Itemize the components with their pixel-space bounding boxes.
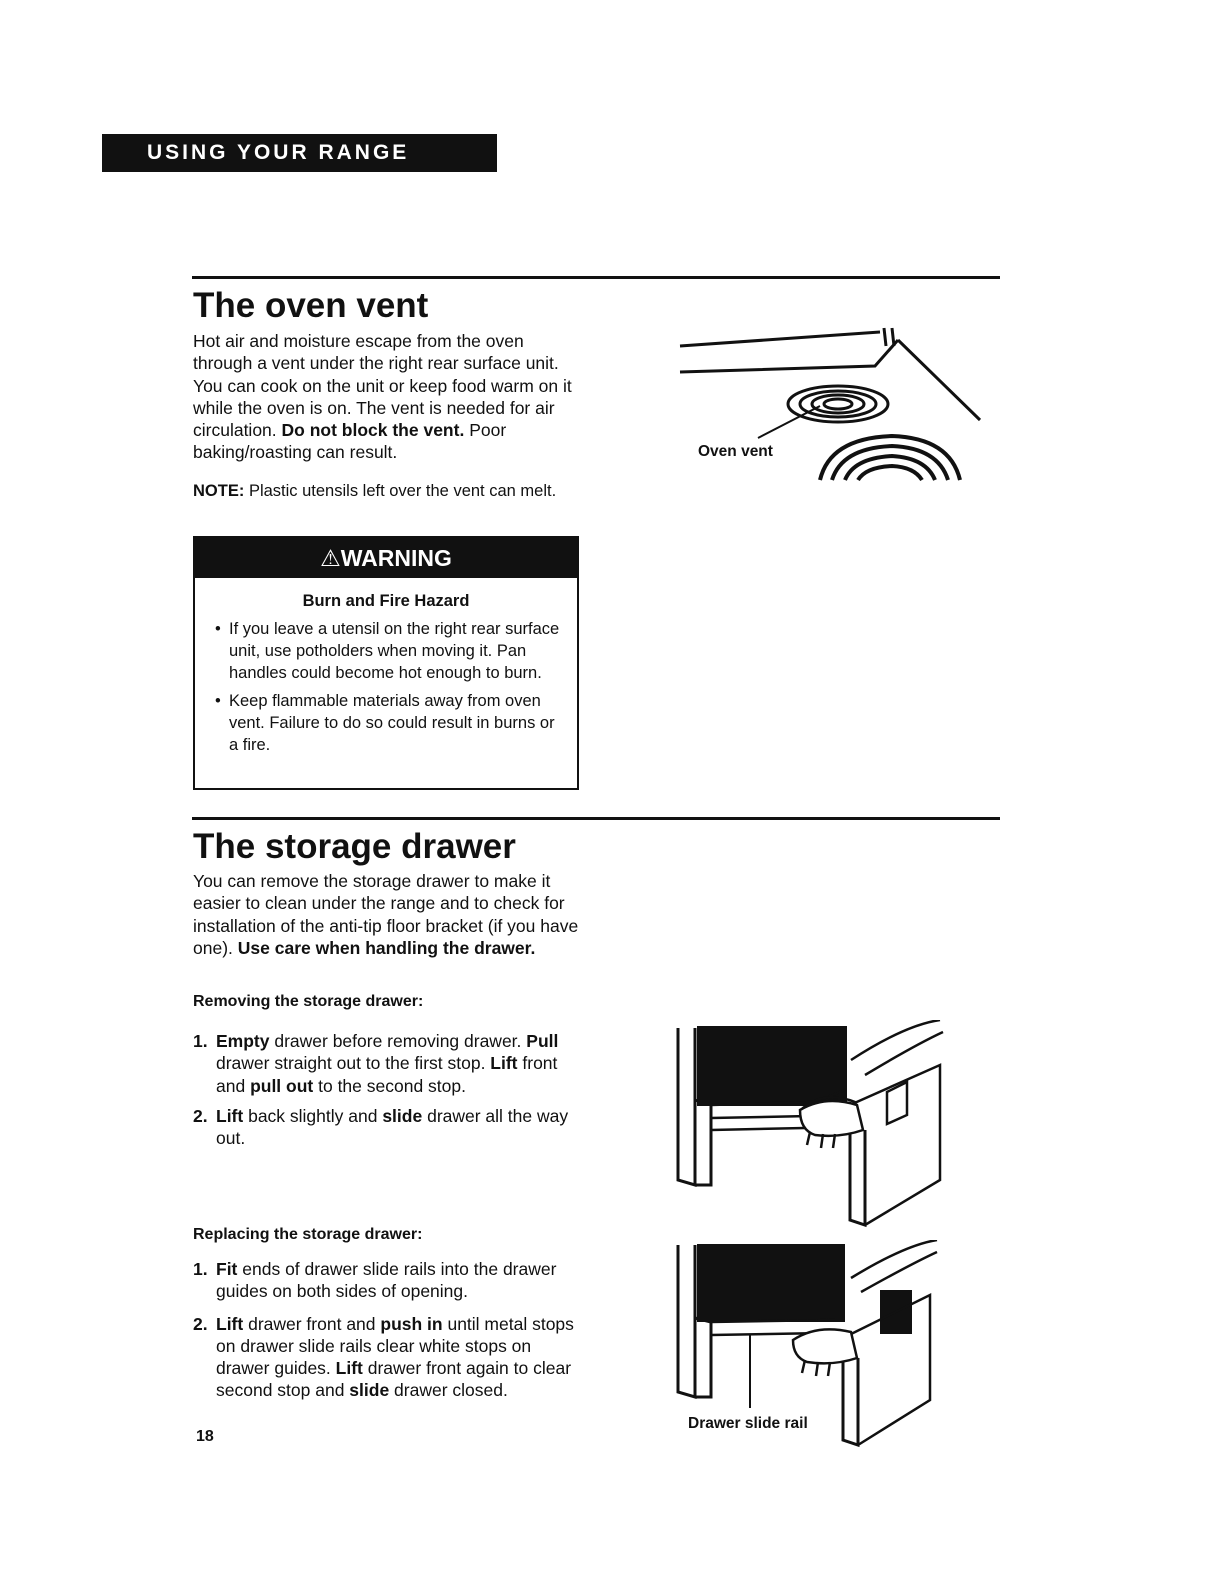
step-bold: Fit (216, 1259, 238, 1279)
step-text: ends of drawer slide rails into the drawer guides on both sides of opening. (216, 1259, 557, 1302)
page-number: 18 (196, 1428, 214, 1445)
storage-drawer-intro-emphasis: Use care when handling the drawer. (237, 937, 536, 958)
warning-triangle-icon: ⚠ (320, 545, 341, 571)
step-bold: slide (382, 1105, 423, 1126)
warning-bullet: • (215, 620, 221, 638)
warning-heading: WARNING (340, 545, 452, 571)
section-header-title: USING YOUR RANGE (147, 141, 410, 164)
step-bold: Lift (490, 1053, 518, 1074)
step-item (193, 1313, 578, 1402)
step-number: 1. (193, 1259, 208, 1279)
step-text: drawer straight out to the first stop. (216, 1053, 491, 1074)
warning-box (193, 536, 579, 790)
header-tab-mark (478, 134, 497, 172)
step-text: drawer before removing drawer. (269, 1031, 527, 1051)
step-number: 1. (193, 1031, 208, 1051)
vent-pointer-line (758, 406, 820, 438)
section-rule (192, 276, 1000, 279)
oven-vent-note (193, 480, 583, 502)
step-bold: Lift (335, 1358, 363, 1379)
note-label: NOTE: (193, 482, 245, 500)
removing-heading: Removing the storage drawer: (193, 993, 424, 1010)
warning-subtitle: Burn and Fire Hazard (302, 592, 470, 610)
warning-bullet: • (215, 692, 221, 710)
step-text: until metal stops on drawer slide rails clear white stops on drawer guides. (216, 1313, 574, 1379)
step-text: drawer front and (243, 1313, 381, 1334)
hand-icon (800, 1101, 863, 1148)
step-bold: slide (349, 1380, 390, 1401)
rear-burner-coil-icon (788, 386, 888, 422)
front-burner-coil-icon (820, 436, 960, 480)
oven-vent-body-emphasis: Do not block the vent. (281, 420, 465, 441)
step-bold: Lift (216, 1105, 244, 1126)
oven-vent-body-text: Hot air and moisture escape from the oven through a vent under the right rear surface unit. You can cook on the unit or keep food warm on it while the oven is on. The vent is needed for air circulation. (193, 331, 572, 441)
step-text: drawer all the way out. (216, 1105, 569, 1149)
step-bold: Lift (216, 1313, 244, 1334)
storage-drawer-intro-text: You can remove the storage drawer to make it easier to clean under the range and to check for installation of the anti-tip floor bracket (if you have one). (193, 871, 579, 958)
step-number: 2. (193, 1313, 208, 1334)
oven-vent-figure-label: Oven vent (698, 443, 773, 460)
step-bold: push in (380, 1313, 443, 1334)
storage-drawer-title: The storage drawer (193, 827, 516, 866)
oven-vent-title: The oven vent (193, 286, 429, 325)
oven-vent-body (193, 330, 578, 464)
oven-vent-illustration (670, 320, 990, 490)
note-text: Plastic utensils left over the vent can melt. (248, 482, 557, 500)
storage-drawer-intro (193, 870, 585, 959)
oven-vent-body-result: Poor baking/roasting can result. (193, 420, 507, 463)
section-rule (192, 817, 1000, 820)
drawer-slide-rail-label: Drawer slide rail (688, 1415, 808, 1432)
step-bold: pull out (250, 1075, 314, 1096)
warning-item (215, 618, 563, 684)
step-text: drawer closed. (389, 1380, 508, 1401)
drawer-removal-illustration (675, 1020, 950, 1230)
warning-list (215, 618, 563, 762)
replacing-steps (193, 1258, 578, 1402)
step-item (193, 1105, 588, 1150)
step-bold: Pull (526, 1031, 559, 1051)
section-header (102, 134, 497, 172)
replacing-heading: Replacing the storage drawer: (193, 1226, 423, 1243)
hand-icon (793, 1329, 857, 1376)
step-number: 2. (193, 1105, 208, 1126)
warning-item (215, 690, 563, 756)
step-bold: Empty (216, 1031, 270, 1051)
step-text: back slightly and (243, 1105, 383, 1126)
warning-item-text: Keep flammable materials away from oven vent. Failure to do so could result in burns or a fire. (229, 692, 555, 754)
warning-item-text: If you leave a utensil on the right rear surface unit, use potholders when moving it. Pan handles could become hot enough to burn. (229, 620, 560, 682)
oven-cavity-shadow (697, 1026, 847, 1106)
removing-steps (193, 1030, 588, 1149)
step-text: to the second stop. (313, 1075, 466, 1096)
warning-header (195, 538, 577, 578)
step-item (193, 1030, 588, 1097)
oven-cavity-shadow (697, 1244, 845, 1322)
step-item (193, 1258, 578, 1303)
step-text: drawer front again to clear second stop and (216, 1358, 572, 1401)
step-text: front and (216, 1053, 558, 1096)
